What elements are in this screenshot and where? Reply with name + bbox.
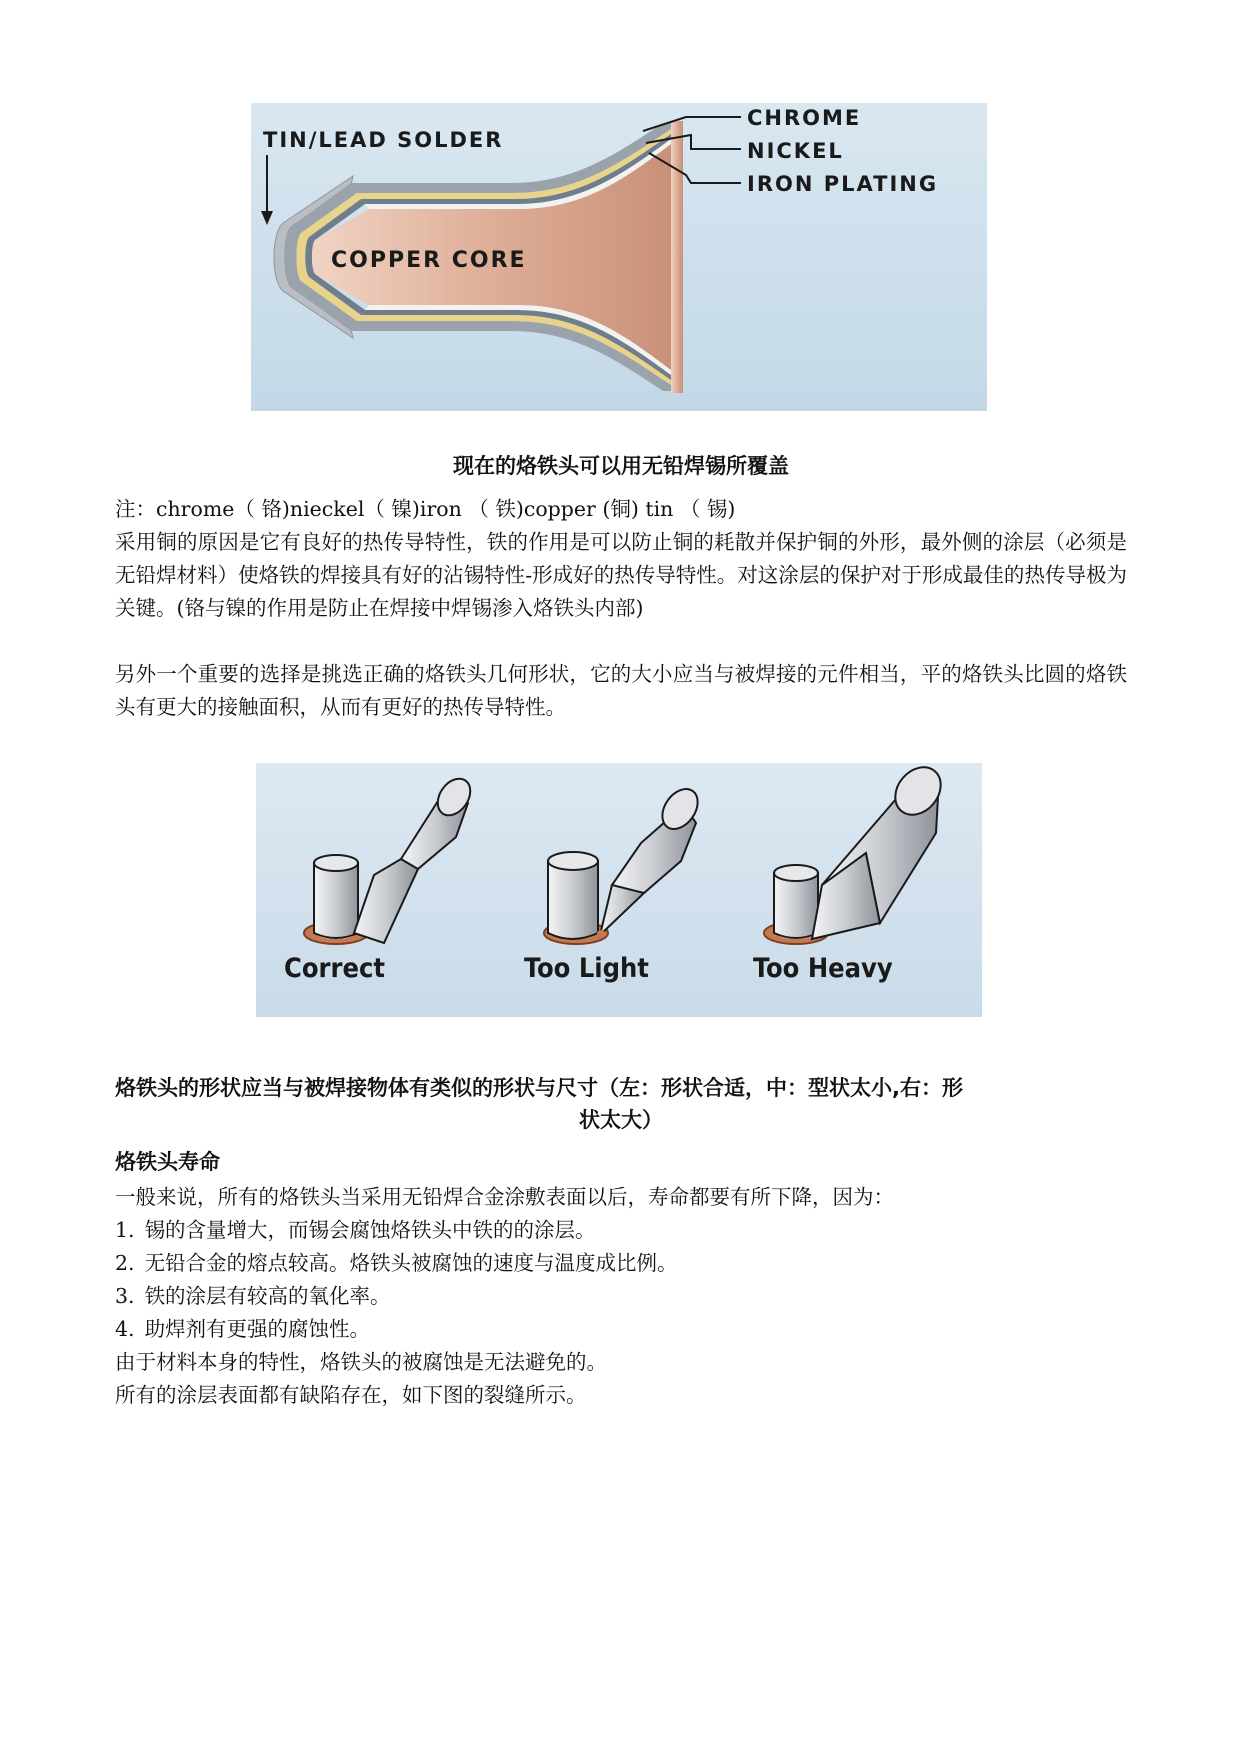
list-item-number: 1. [115, 1218, 135, 1242]
nickel-label: NICKEL [747, 139, 844, 163]
list-item-text: 铁的涂层有较高的氧化率。 [144, 1284, 391, 1308]
list-item-text: 无铅合金的熔点较高。烙铁头被腐蚀的速度与温度成比例。 [144, 1251, 678, 1275]
tip-shape-diagram [256, 763, 982, 1017]
closing-line-2: 所有的涂层表面都有缺陷存在，如下图的裂缝所示。 [115, 1383, 587, 1407]
label-too-heavy: Too Heavy [753, 953, 893, 984]
paragraph-copper-reason: 采用铜的原因是它有良好的热传导特性，铁的作用是可以防止铜的耗散并保护铜的外形，最外侧的涂层（必须是无铅焊材料）使烙铁的焊接具有好的沾锡特性-形成好的热传导特性。对这涂层的保护对于形成最佳的热传导极为关键。(铬与镍的作用是防止在焊接中焊锡渗入烙铁头内部) [115, 530, 1127, 620]
list-item-number: 3. [115, 1284, 135, 1308]
list-item-text: 锡的含量增大，而锡会腐蚀烙铁头中铁的的涂层。 [144, 1218, 596, 1242]
list-item-number: 4. [115, 1317, 135, 1341]
tip-cross-section-figure [251, 103, 987, 411]
label-correct: Correct [284, 953, 385, 984]
label-too-light: Too Light [524, 953, 649, 984]
list-item [115, 1280, 1127, 1313]
figure2-caption-line1: 烙铁头的形状应当与被焊接物体有类似的形状与尺寸（左：形状合适，中：型状太小,右：形 [115, 1076, 963, 1100]
intro-line: 一般来说，所有的烙铁头当采用无铅焊合金涂敷表面以后，寿命都要有所下降，因为： [115, 1185, 894, 1209]
tip-cross-section-diagram [251, 103, 987, 411]
list-item [115, 1313, 1127, 1346]
solder-label: TIN/LEAD SOLDER [263, 128, 504, 152]
closing-line-1: 由于材料本身的特性，烙铁头的被腐蚀是无法避免的。 [115, 1350, 607, 1374]
figure2-caption-line2: 状太大） [579, 1108, 663, 1132]
section-title: 烙铁头寿命 [115, 1150, 220, 1174]
note-line: 注：chrome（ 铬)nieckel（ 镍)iron （ 铁)copper (铜) tin （ 锡) [115, 497, 736, 521]
list-item-text: 助焊剂有更强的腐蚀性。 [144, 1317, 371, 1341]
figure1-caption: 现在的烙铁头可以用无铅焊锡所覆盖 [453, 454, 789, 478]
iron-plating-label: IRON PLATING [747, 172, 939, 196]
list-item-number: 2. [115, 1251, 135, 1275]
copper-core-end [671, 121, 683, 393]
paragraph-geometry: 另外一个重要的选择是挑选正确的烙铁头几何形状，它的大小应当与被焊接的元件相当，平的烙铁头比圆的烙铁头有更大的接触面积，从而有更好的热传导特性。 [115, 662, 1127, 719]
list-item [115, 1247, 1127, 1280]
chrome-label: CHROME [747, 106, 862, 130]
copper-core-label: COPPER CORE [331, 248, 527, 273]
list-item [115, 1214, 1127, 1247]
tip-shape-figure [256, 763, 982, 1017]
